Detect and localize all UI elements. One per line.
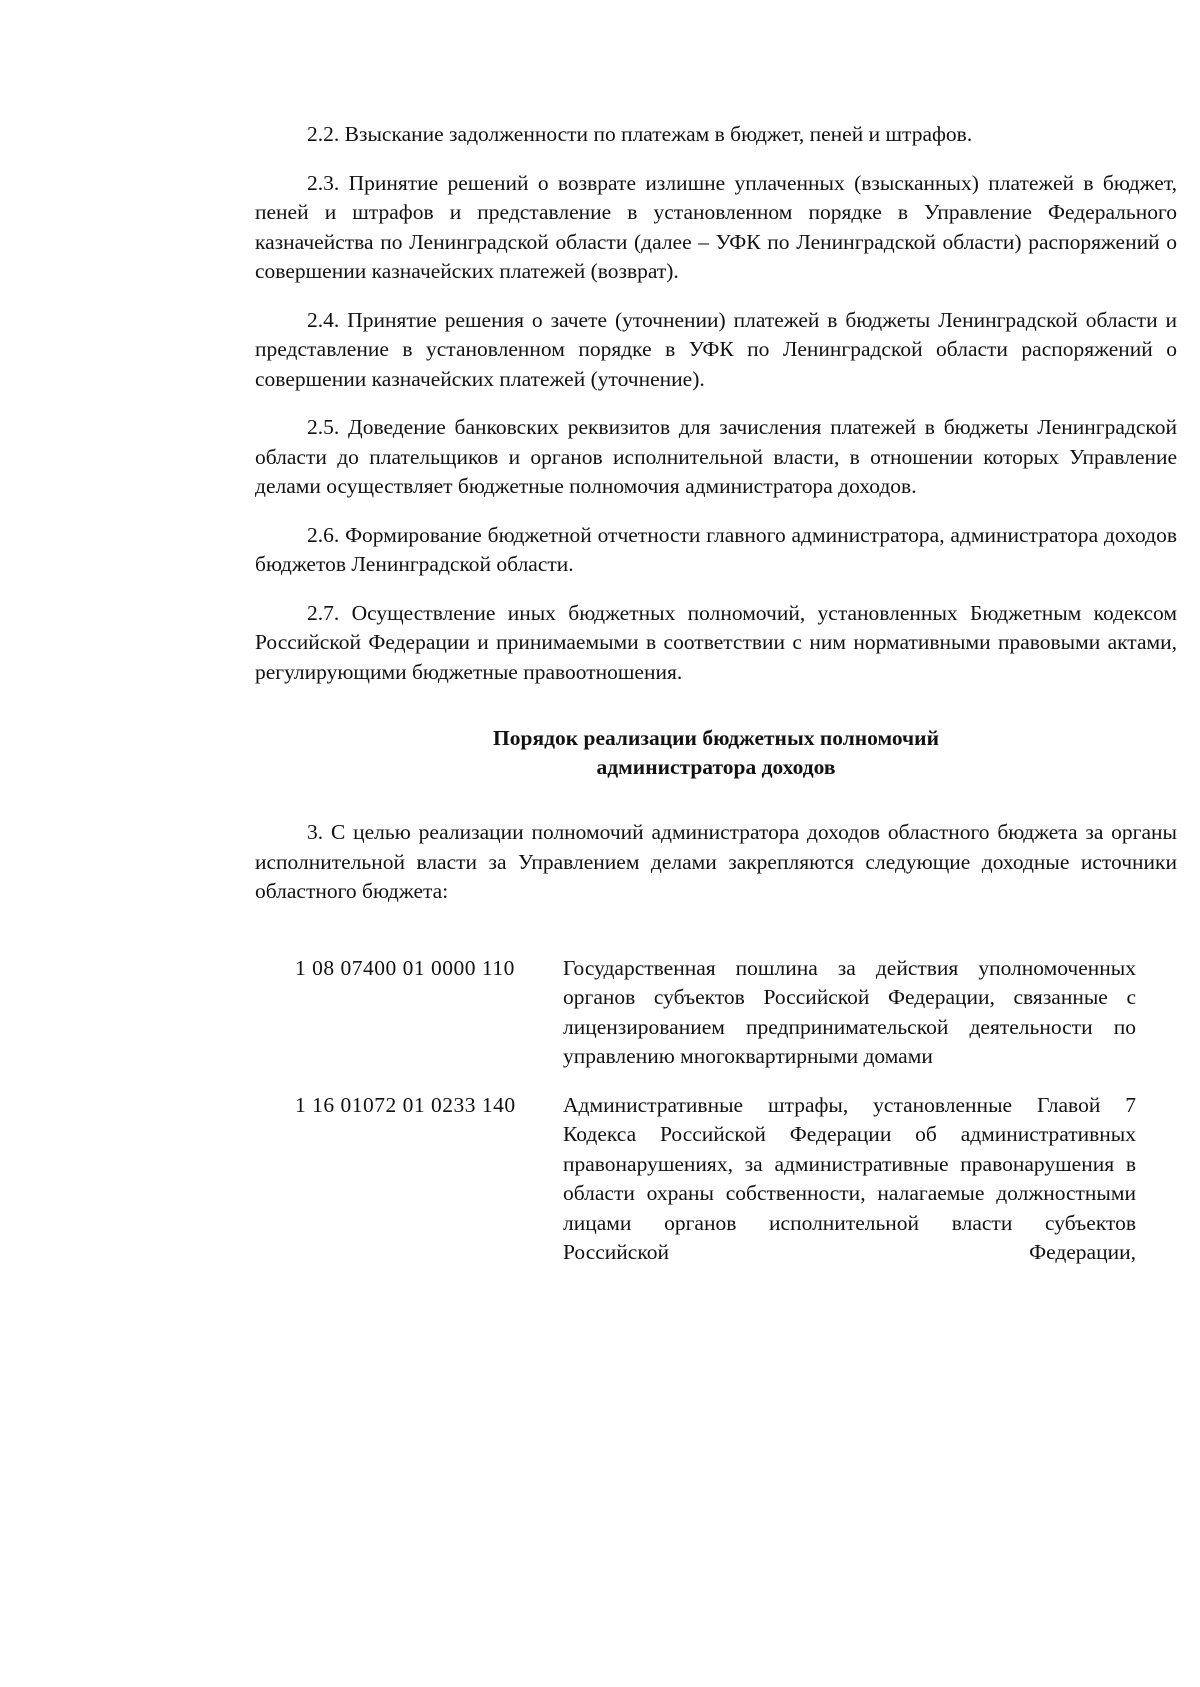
revenue-code-row bbox=[255, 954, 1177, 1072]
paragraph-2-3: 2.3. Принятие решений о возврате излишне уплаченных (взысканных) платежей в бюджет, пеней и штрафов и представление в установленном порядке в Управление Федерального казначейства по Ленинградской области (далее – УФК по Ленинградской области) распоряжений о совершении казначейских платежей (возврат). bbox=[255, 170, 1177, 283]
section-heading bbox=[255, 724, 1177, 782]
revenue-codes-table bbox=[255, 954, 1177, 1268]
section-heading-line-1: Порядок реализации бюджетных полномочий bbox=[493, 726, 939, 750]
revenue-code: 1 16 01072 01 0233 140 bbox=[295, 1092, 516, 1117]
revenue-code-description: Административные штрафы, установленные Главой 7 Кодекса Российской Федерации об административных правонарушениях, за административные правонарушения в области охраны собственности, налагаемые должностными лицами органов исполнительной власти субъектов Российской Федерации, bbox=[563, 1092, 1136, 1264]
paragraph-3: 3. С целью реализации полномочий администратора доходов областного бюджета за органы исполнительной власти за Управлением делами закрепляются следующие доходные источники областного бюджета: bbox=[255, 820, 1177, 903]
paragraph-2-2: 2.2. Взыскание задолженности по платежам в бюджет, пеней и штрафов. bbox=[307, 122, 973, 146]
paragraph-2-5: 2.5. Доведение банковских реквизитов для зачисления платежей в бюджеты Ленинградской области до плательщиков и органов исполнительной власти, в отношении которых Управление делами осуществляет бюджетные полномочия администратора доходов. bbox=[255, 415, 1177, 498]
paragraph-2-4: 2.4. Принятие решения о зачете (уточнении) платежей в бюджеты Ленинградской области и представление в установленном порядке в УФК по Ленинградской области распоряжений о совершении казначейских платежей (уточнение). bbox=[255, 307, 1177, 391]
document-body bbox=[255, 120, 1177, 1287]
revenue-code-row bbox=[255, 1091, 1177, 1268]
paragraph-2-7: 2.7. Осуществление иных бюджетных полномочий, установленных Бюджетным кодексом Российской Федерации и принимаемыми в соответствии с ним нормативными правовыми актами, регулирующими бюджетные правоотношения. bbox=[255, 600, 1177, 684]
section-heading-line-2: администратора доходов bbox=[596, 755, 836, 779]
revenue-code: 1 08 07400 01 0000 110 bbox=[295, 955, 515, 980]
paragraph-2-6: 2.6. Формирование бюджетной отчетности главного администратора, администратора доходов бюджетов Ленинградской области. bbox=[255, 522, 1177, 576]
revenue-code-description: Государственная пошлина за действия уполномоченных органов субъектов Российской Федерации, связанные с лицензированием предпринимательской деятельности по управлению многоквартирными домами bbox=[563, 955, 1136, 1068]
